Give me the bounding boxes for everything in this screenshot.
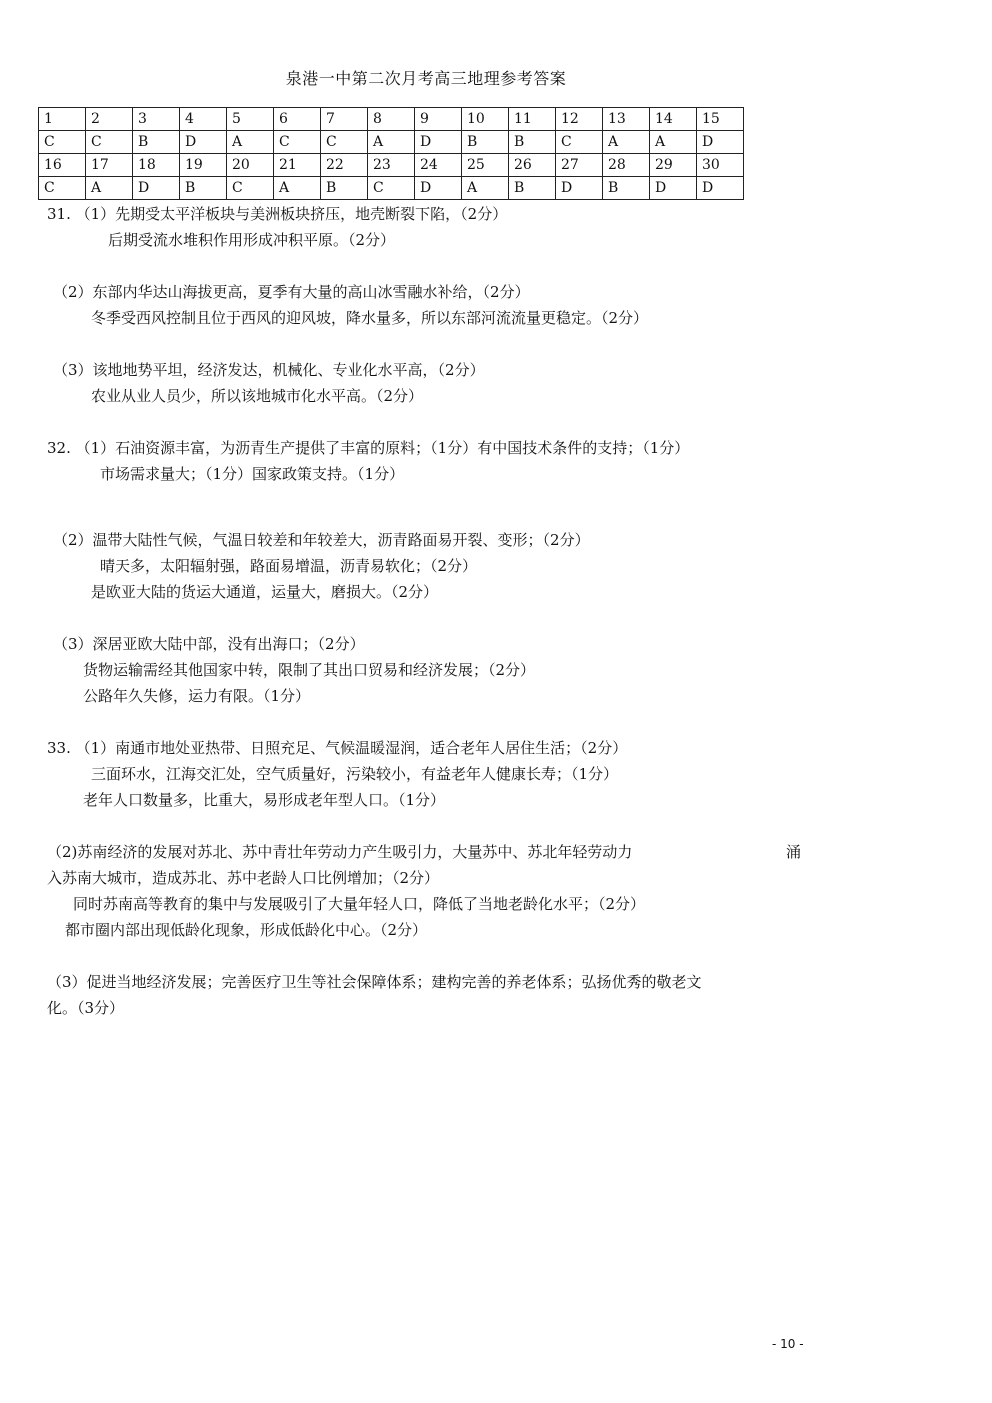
question-number-cell: 8 [368,108,415,131]
answer-table [38,107,744,200]
answer-table-row [39,154,744,177]
q33-part2-line1: （2)苏南经济的发展对苏北、苏中青壮年劳动力产生吸引力，大量苏中、苏北年轻劳动力 [47,843,633,861]
q33-part1-line1: 33. （1）南通市地处亚热带、日照充足、气候温暖湿润，适合老年人居住生活；（2分） [47,739,628,757]
answer-cell: D [415,131,462,154]
q31-part1-line2: 后期受流水堆积作用形成冲积平原。（2分） [108,231,396,249]
question-number-cell: 11 [509,108,556,131]
answer-cell: B [509,131,556,154]
question-number-cell: 21 [274,154,321,177]
answer-cell: D [697,131,744,154]
question-number-cell: 29 [650,154,697,177]
question-number-cell: 14 [650,108,697,131]
answer-cell: A [462,177,509,200]
q33-part1-line3: 老年人口数量多，比重大，易形成老年型人口。（1分） [83,791,446,809]
question-number-cell: 15 [697,108,744,131]
question-number-cell: 27 [556,154,603,177]
question-number-cell: 7 [321,108,368,131]
answer-cell: D [556,177,603,200]
question-number-cell: 28 [603,154,650,177]
q31-part2-line1: （2）东部内华达山海拔更高，夏季有大量的高山冰雪融水补给，（2分） [53,283,530,301]
answer-cell: C [39,177,86,200]
question-number-cell: 19 [180,154,227,177]
question-number-cell: 16 [39,154,86,177]
answer-cell: C [321,131,368,154]
question-number-cell: 5 [227,108,274,131]
q32-part2-line1: （2）温带大陆性气候，气温日较差和年较差大，沥青路面易开裂、变形；（2分） [53,531,590,549]
answer-cell: C [227,177,274,200]
question-number-cell: 24 [415,154,462,177]
answer-cell: A [274,177,321,200]
q33-part1-line2: 三面环水，江海交汇处，空气质量好，污染较小，有益老年人健康长寿；（1分） [91,765,619,783]
question-number-cell: 18 [133,154,180,177]
q32-part1-line1: 32. （1）石油资源丰富，为沥青生产提供了丰富的原料；（1分）有中国技术条件的支持；（1分） [47,439,690,457]
question-number-cell: 22 [321,154,368,177]
answer-cell: D [415,177,462,200]
answer-cell: B [180,177,227,200]
answer-cell: B [603,177,650,200]
answer-cell: D [650,177,697,200]
answer-table-row [39,108,744,131]
answer-cell: A [368,131,415,154]
question-number-cell: 3 [133,108,180,131]
question-number-cell: 25 [462,154,509,177]
page-title: 泉港一中第二次月考高三地理参考答案 [285,69,567,88]
question-number-cell: 20 [227,154,274,177]
answer-cell: D [697,177,744,200]
answer-cell: A [603,131,650,154]
q32-part3-line2: 货物运输需经其他国家中转，限制了其出口贸易和经济发展；（2分） [83,661,536,679]
q32-part2-line3: 是欧亚大陆的货运大通道，运量大，磨损大。（2分） [91,583,439,601]
q33-part2-line4: 都市圈内部出现低龄化现象，形成低龄化中心。（2分） [65,921,428,939]
question-number-cell: 10 [462,108,509,131]
q31-part2-line2: 冬季受西风控制且位于西风的迎风坡，降水量多，所以东部河流流量更稳定。（2分） [91,309,649,327]
q33-part3-line2: 化。（3分） [47,999,125,1017]
question-number-cell: 26 [509,154,556,177]
q31-part3-line2: 农业从业人员少，所以该地城市化水平高。（2分） [91,387,424,405]
answer-cell: D [133,177,180,200]
answer-table-row [39,131,744,154]
answer-cell: B [133,131,180,154]
answer-cell: C [86,131,133,154]
question-number-cell: 9 [415,108,462,131]
question-number-cell: 4 [180,108,227,131]
q33-part2-line3: 同时苏南高等教育的集中与发展吸引了大量年轻人口，降低了当地老龄化水平；（2分） [73,895,646,913]
answer-table-row [39,177,744,200]
question-number-cell: 23 [368,154,415,177]
question-number-cell: 6 [274,108,321,131]
answer-cell: A [86,177,133,200]
answer-cell: C [39,131,86,154]
question-number-cell: 30 [697,154,744,177]
answer-cell: B [321,177,368,200]
page-number: - 10 - [772,1337,804,1351]
answer-cell: B [462,131,509,154]
q33-part3-line1: （3）促进当地经济发展；完善医疗卫生等社会保障体系；建构完善的养老体系；弘扬优秀的敬老文 [47,973,702,991]
answer-cell: D [180,131,227,154]
question-number-cell: 13 [603,108,650,131]
question-number-cell: 17 [86,154,133,177]
q31-part3-line1: （3）该地地势平坦，经济发达，机械化、专业化水平高，（2分） [53,361,485,379]
q33-part2-line2: 入苏南大城市，造成苏北、苏中老龄人口比例增加；（2分） [47,869,440,887]
question-number-cell: 12 [556,108,603,131]
answer-cell: C [556,131,603,154]
q32-part1-line2: 市场需求量大；（1分）国家政策支持。（1分） [100,465,405,483]
question-number-cell: 1 [39,108,86,131]
answer-cell: A [227,131,274,154]
answer-cell: B [509,177,556,200]
q32-part3-line1: （3）深居亚欧大陆中部，没有出海口；（2分） [53,635,365,653]
answer-cell: C [274,131,321,154]
answer-cell: A [650,131,697,154]
question-number-cell: 2 [86,108,133,131]
q31-part1-line1: 31. （1）先期受太平洋板块与美洲板块挤压，地壳断裂下陷，（2分） [47,205,508,223]
q33-part2-line1-end: 涌 [786,843,802,861]
q32-part3-line3: 公路年久失修，运力有限。（1分） [83,687,311,705]
answer-cell: C [368,177,415,200]
q32-part2-line2: 晴天多，太阳辐射强，路面易增温，沥青易软化；（2分） [100,557,478,575]
